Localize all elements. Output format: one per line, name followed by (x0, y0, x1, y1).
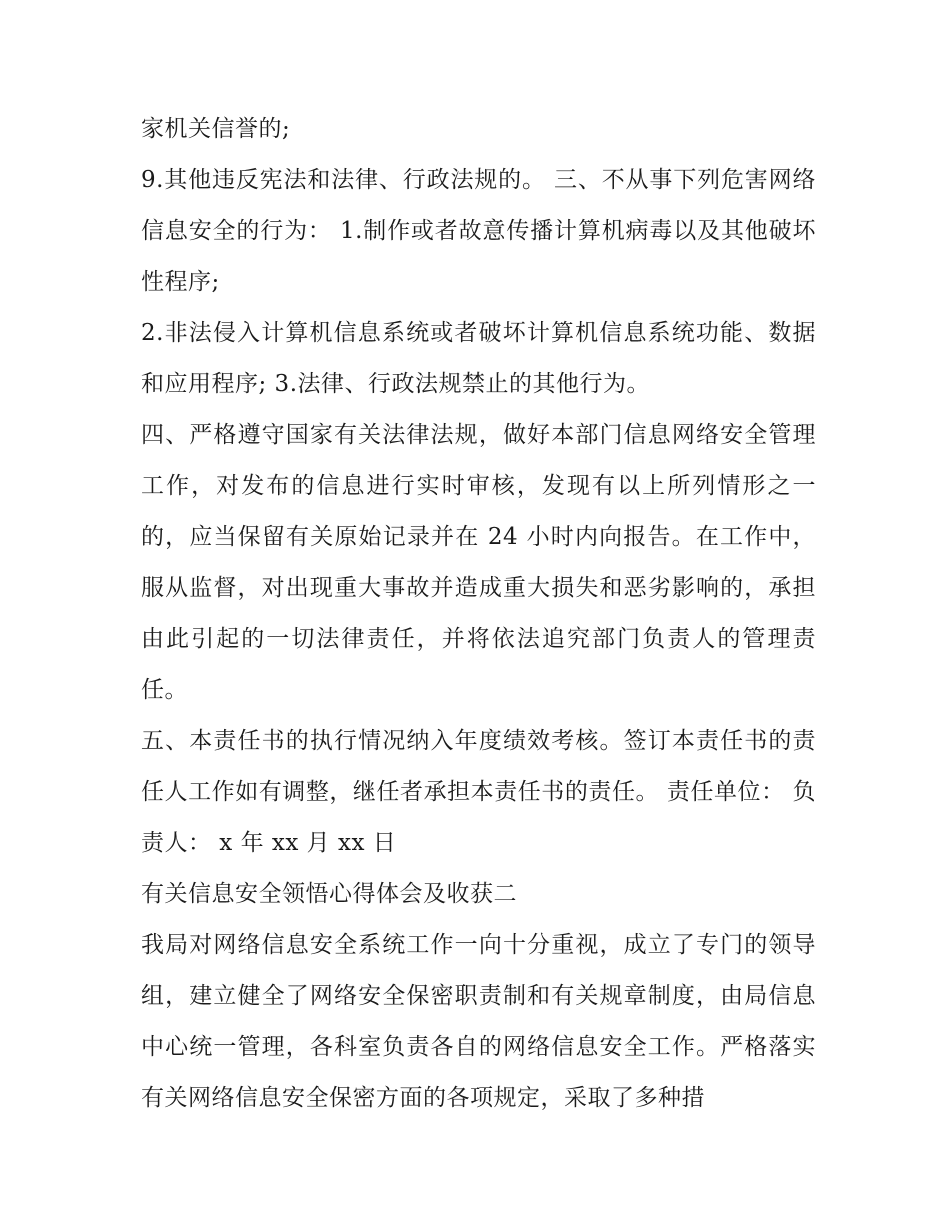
paragraph-section-4: 四、严格遵守国家有关法律法规，做好本部门信息网络安全管理工作，对发布的信息进行实时审核，发现有以上所列情形之一的，应当保留有关原始记录并在 24 小时内向报告。在工作中，服从监督，对出现重大事故并造成重大损失和恶劣影响的，承担由此引起的一切法律责任，并将依法追究部门负责人的管理责任。 (141, 422, 816, 703)
section-heading: 有关信息安全领悟心得体会及收获二 (141, 881, 517, 907)
paragraph-body: 我局对网络信息安全系统工作一向十分重视，成立了专门的领导组，建立健全了网络安全保密职责制和有关规章制度，由局信息中心统一管理，各科室负责各自的网络信息安全工作。严格落实有关网络信息安全保密方面的各项规定，采取了多种措 (141, 932, 816, 1111)
paragraph-continuation: 家机关信誉的; (141, 116, 291, 142)
paragraph-section-5: 五、本责任书的执行情况纳入年度绩效考核。签订本责任书的责任人工作如有调整，继任者承担本责任书的责任。 责任单位： 负责人： x 年 xx 月 xx 日 (141, 728, 816, 856)
paragraph-item-9: 9.其他违反宪法和法律、行政法规的。 三、不从事下列危害网络信息安全的行为： 1.制作或者故意传播计算机病毒以及其他破坏性程序; (141, 167, 816, 295)
paragraph-item-2: 2.非法侵入计算机信息系统或者破坏计算机信息系统功能、数据和应用程序; 3.法律、行政法规禁止的其他行为。 (141, 320, 816, 397)
document-page (141, 104, 816, 1124)
